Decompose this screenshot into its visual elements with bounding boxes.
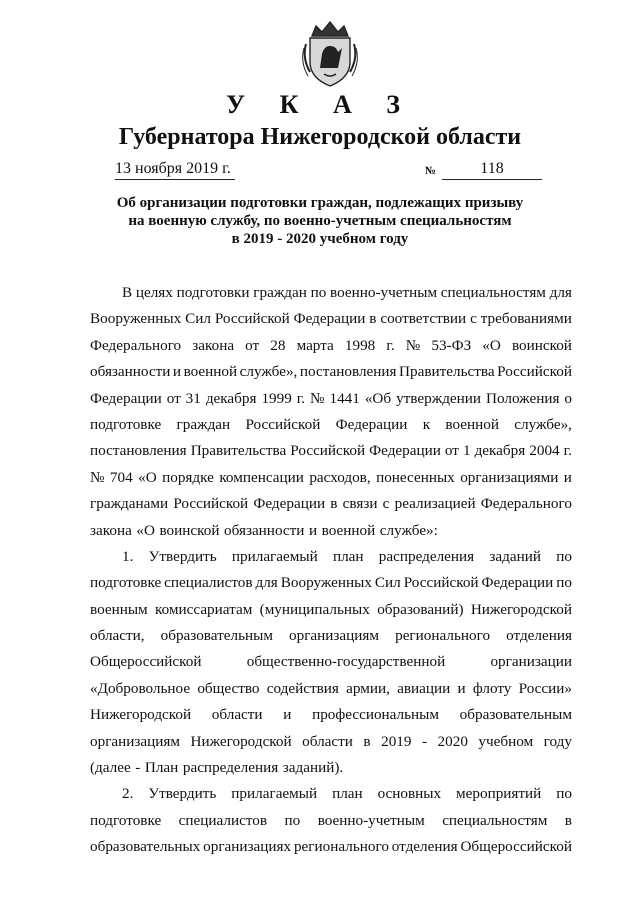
body-line: В целях подготовки граждан по военно-учетным специальностям для — [122, 284, 572, 301]
document-date: 13 ноября 2019 г. — [115, 160, 235, 180]
body-line: образовательных организациях регионального отделения Общероссийской — [90, 838, 572, 856]
body-line: (далее - План распределения заданий). — [90, 759, 344, 777]
body-line: Общероссийской общественно-государственной организации — [90, 653, 572, 671]
body-line: Федерации от 31 декабря 1999 г. № 1441 «Об утверждении Положения о — [90, 389, 572, 407]
body-line: гражданами Российской Федерации в связи с реализацией Федерального — [90, 495, 572, 513]
body-line: Вооруженных Сил Российской Федерации в соответствии с требованиями — [90, 310, 572, 328]
subject-line: Об организации подготовки граждан, подлежащих призыву — [116, 195, 524, 211]
body-line: подготовке специалистов для Вооруженных Сил Российской Федерации по — [90, 574, 572, 592]
body-line: закона «О воинской обязанности и военной службе»: — [90, 521, 438, 539]
coat-of-arms-icon — [298, 18, 362, 90]
subject-line: на военную службу, по военно-учетным специальностям — [128, 213, 512, 229]
document-title: У К А З — [226, 90, 414, 119]
body-line: Федерального закона от 28 марта 1998 г. № 53-ФЗ «О воинской — [90, 336, 572, 354]
body-line: организациям Нижегородской области в 2019 - 2020 учебном году — [90, 732, 572, 750]
number-sign: № — [425, 165, 437, 177]
body-line: постановления Правительства Российской Федерации от 1 декабря 2004 г. — [90, 442, 572, 460]
issuer-title: Губернатора Нижегородской области — [118, 124, 522, 150]
body-line: «Добровольное общество содействия армии, авиации и флоту России» — [90, 679, 572, 697]
body-line: 1. Утвердить прилагаемый план распределения заданий по — [122, 547, 572, 565]
body-line: Нижегородской области и профессиональным образовательным — [90, 706, 572, 724]
body-line: подготовке специалистов по военно-учетным специальностям в — [90, 811, 572, 829]
body-line: подготовке граждан Российской Федерации к военной службе», — [90, 415, 572, 433]
body-line: 2. Утвердить прилагаемый план основных мероприятий по — [122, 785, 572, 803]
document-body — [90, 280, 572, 861]
body-line: № 704 «О порядке компенсации расходов, понесенных организациями и — [90, 468, 572, 486]
body-line: военным комиссариатам (муниципальных образований) Нижегородской — [90, 600, 572, 618]
document-number: 118 — [442, 160, 542, 180]
subject-line: в 2019 - 2020 учебном году — [231, 231, 409, 247]
body-line: обязанности и военной службе», постановления Правительства Российской — [90, 363, 572, 381]
document-subject — [100, 194, 540, 248]
body-line: области, образовательным организациям регионального отделения — [90, 627, 572, 645]
